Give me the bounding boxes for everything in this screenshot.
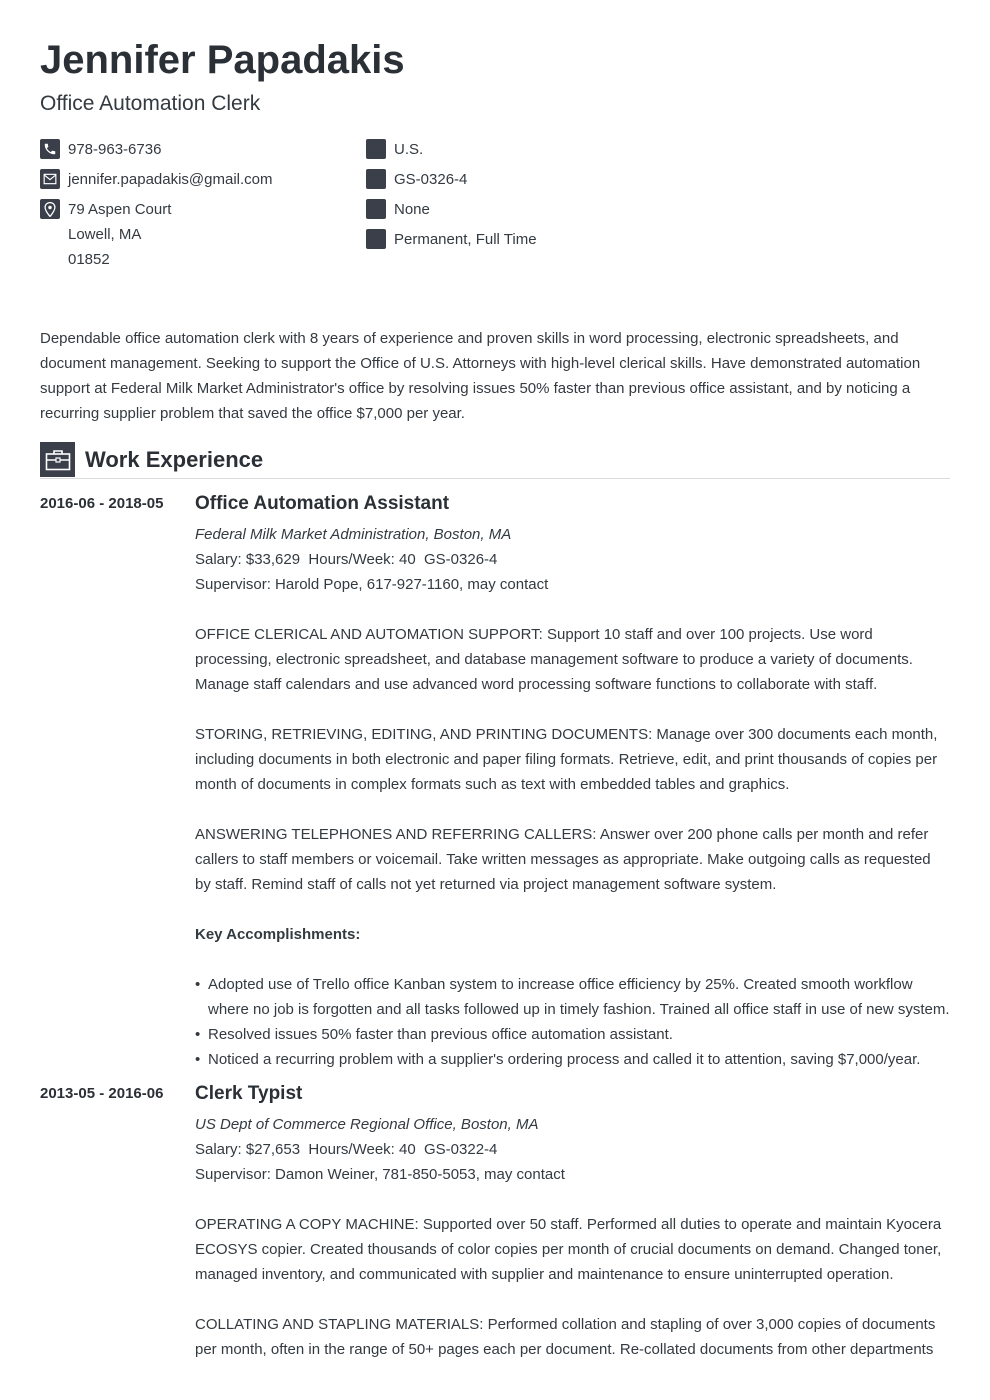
envelope-icon (40, 169, 60, 189)
detail-grade: GS-0326-4 (394, 171, 468, 188)
detail-row (366, 137, 686, 162)
detail-preference: None (394, 201, 430, 218)
phone-icon (40, 139, 60, 159)
job-title: Clerk Typist (195, 1083, 303, 1104)
summary: Dependable office automation clerk with 8 years of experience and proven skills in word processing, electronic spreadsheets, and document management. Seeking to support the Office of U.S. Attorneys with high-level clerical skills. Have demonstrated automation support at Federal Milk Market Administrator's office by resolving issues 50% faster than previous office assistant, and by noticing a recurring supplier problem that saved the office $7,000 per year. (40, 330, 921, 422)
job-body (195, 494, 950, 1072)
candidate-name: Jennifer Papadakis (40, 38, 405, 82)
contact-phone (40, 137, 360, 162)
job-paragraph: STORING, RETRIEVING, EDITING, AND PRINTING DOCUMENTS: Manage over 300 documents each month, including documents in both electronic and paper filing formats. Retrieve, edit, and print thousands of copies per month of documents in complex formats such as text with embedded tables and graphics. (195, 726, 938, 793)
work-experience-header (40, 442, 950, 479)
address-zip: 01852 (68, 251, 110, 268)
map-pin-icon (40, 199, 60, 219)
detail-row (366, 197, 686, 222)
job-salary: Salary: $33,629 Hours/Week: 40 GS-0326-4 (195, 551, 498, 568)
square-icon (366, 229, 386, 249)
job-salary: Salary: $27,653 Hours/Week: 40 GS-0322-4 (195, 1141, 498, 1158)
detail-row (366, 167, 686, 192)
phone-text: 978-963-6736 (68, 141, 162, 158)
square-icon (366, 199, 386, 219)
job-supervisor: Supervisor: Damon Weiner, 781-850-5053, may contact (195, 1166, 565, 1183)
details-block (366, 137, 686, 257)
section-title: Work Experience (85, 447, 264, 472)
job-body (195, 1084, 950, 1362)
contact-address (40, 197, 360, 272)
detail-row (366, 227, 686, 252)
job-paragraph: OPERATING A COPY MACHINE: Supported over 50 staff. Performed all duties to operate and maintain Kyocera ECOSYS copier. Created thousands of color copies per month of crucial documents on demand. Changed toner, managed inventory, and communicated with supplier and maintenance to ensure uninterrupted operation. (195, 1216, 942, 1283)
job-company: US Dept of Commerce Regional Office, Boston, MA (195, 1116, 539, 1133)
email-text: jennifer.papadakis@gmail.com (68, 171, 273, 188)
address-city: Lowell, MA (68, 226, 142, 243)
job-dates: 2016-06 - 2018-05 (40, 495, 164, 512)
square-icon (366, 169, 386, 189)
detail-availability: Permanent, Full Time (394, 231, 537, 248)
address-street: 79 Aspen Court (68, 201, 172, 218)
job-paragraph: OFFICE CLERICAL AND AUTOMATION SUPPORT: Support 10 staff and over 100 projects. Use word processing, electronic spreadsheet, and database management software to produce a variety of documents. Manage staff calendars and use advanced word processing software functions to collaborate with staff. (195, 626, 913, 693)
key-accomplishments-heading: Key Accomplishments: (195, 926, 361, 943)
job-paragraph: COLLATING AND STAPLING MATERIALS: Performed collation and stapling of over 3,000 copies of documents per month, often in the range of 50+ pages each per document. Re-collated documents from other departments (195, 1316, 936, 1358)
address-text (68, 197, 171, 272)
job-supervisor: Supervisor: Harold Pope, 617-927-1160, may contact (195, 576, 549, 593)
list-item: • Adopted use of Trello office Kanban system to increase office efficiency by 25%. Created smooth workflow where no job is forgotten and all tasks followed up in timely fashion. Trained all office staff in use of new system. (195, 972, 950, 1022)
job-title: Office Automation Assistant (195, 493, 450, 514)
candidate-title: Office Automation Clerk (40, 92, 261, 115)
accomplishments-list (195, 972, 950, 1072)
job-paragraph: ANSWERING TELEPHONES AND REFERRING CALLERS: Answer over 200 phone calls per month and refer callers to staff members or voicemail. Take written messages as appropriate. Make outgoing calls as requested by staff. Remind staff of calls not yet returned via project management software system. (195, 826, 931, 893)
list-item: • Noticed a recurring problem with a supplier's ordering process and called it to attention, saving $7,000/year. (195, 1047, 950, 1072)
contact-email (40, 167, 360, 192)
square-icon (366, 139, 386, 159)
job-dates: 2013-05 - 2016-06 (40, 1085, 164, 1102)
list-item: • Resolved issues 50% faster than previous office automation assistant. (195, 1022, 950, 1047)
detail-citizenship: U.S. (394, 141, 424, 158)
contact-block (40, 137, 360, 277)
job-company: Federal Milk Market Administration, Boston, MA (195, 526, 512, 543)
briefcase-icon (40, 442, 75, 477)
